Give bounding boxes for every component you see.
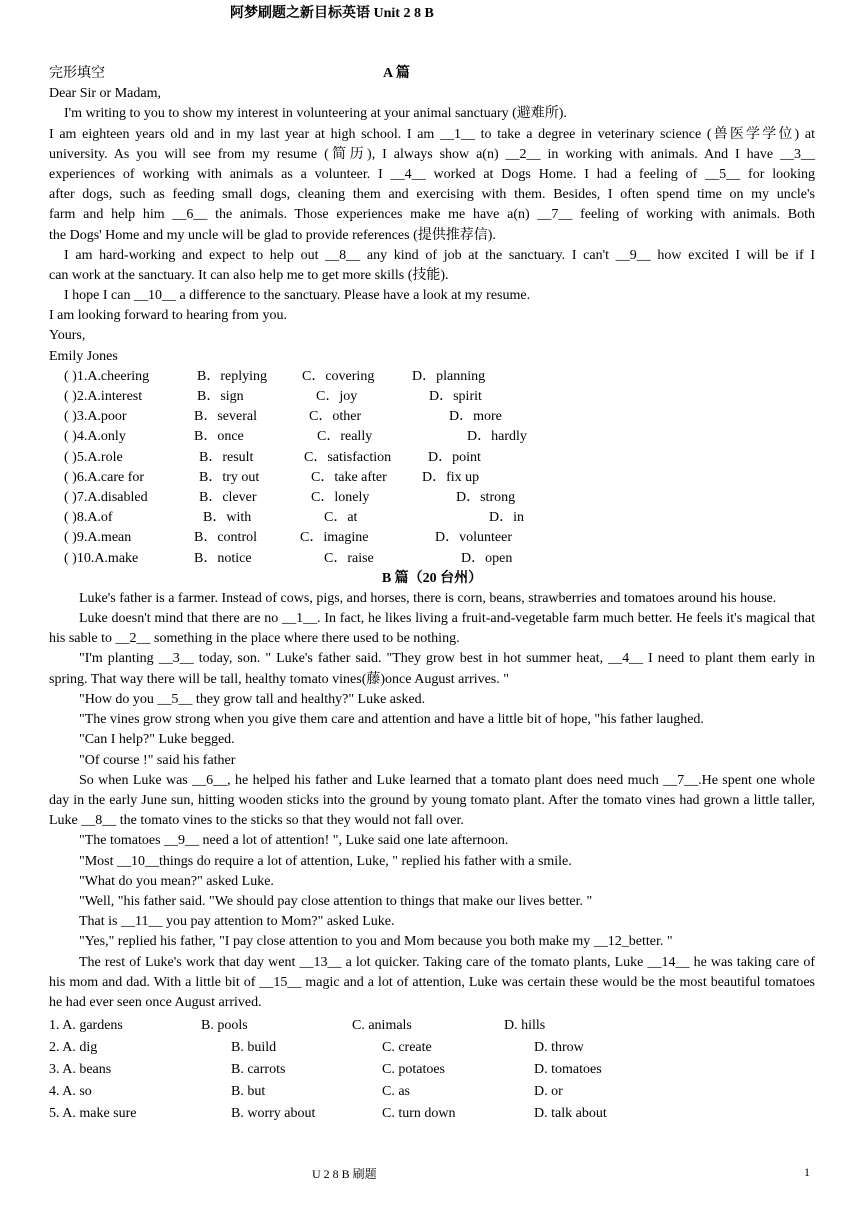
story-paragraph: "The vines grow strong when you give them care and attention and have a little bit of hope, "his father laughed.	[79, 712, 704, 728]
option-c: C. potatoes	[382, 1062, 445, 1078]
option-d: D．planning	[412, 368, 486, 384]
option-a: 5. A. make sure	[49, 1106, 137, 1122]
letter-line: farm and help him __6__ the animals. Those experiences make me have a(n) __7__ feeling of working with animals. Both	[49, 207, 815, 223]
section-a-heading-row	[49, 64, 815, 84]
option-row	[49, 1081, 815, 1103]
letter-line: I hope I can __10__ a difference to the sanctuary. Please have a look at my resume.	[64, 288, 531, 304]
option-b: B．control	[194, 530, 257, 546]
option-a: 2. A. dig	[49, 1040, 98, 1056]
option-row	[49, 1037, 815, 1059]
letter-line: university. As you will see from my resume (简历), I always show a(n) __2__ in working with animals. And I have __3__	[49, 146, 815, 162]
story-paragraph: "Of course !" said his father	[79, 752, 236, 768]
letter-line: experiences of working with animals as a volunteer. I __4__ worked at Dogs Home. I had a feeling of __5__ for looking	[49, 166, 815, 182]
option-b: B．clever	[199, 489, 257, 505]
option-c: C. animals	[352, 1018, 412, 1034]
option-d: D．fix up	[422, 469, 480, 485]
option-c: C．imagine	[300, 530, 369, 546]
option-row	[49, 1015, 815, 1037]
story-paragraph: Luke doesn't mind that there are no __1__. In fact, he likes living a fruit-and-vegetable farm much better. He feels it's magical that his sable to __2__ something in the place where there used to be nothing.	[49, 611, 815, 647]
option-row	[64, 387, 815, 407]
section-b-title: B 篇（20 台州）	[381, 570, 483, 586]
option-a: ( )9.A.mean	[64, 530, 132, 546]
option-b: B. build	[231, 1040, 277, 1056]
section-label: 完形填空	[49, 66, 105, 81]
letter-line: I am hard-working and expect to help out __8__ any kind of job at the sanctuary. I can't __9__ how excited I will be if I	[64, 247, 815, 263]
option-row	[64, 448, 815, 468]
story-paragraph: "The tomatoes __9__ need a lot of attention! ", Luke said one late afternoon.	[79, 833, 509, 849]
option-b: B．replying	[197, 368, 267, 384]
option-d: D. hills	[504, 1018, 546, 1034]
story	[49, 589, 815, 1013]
option-b: B．notice	[194, 550, 252, 566]
option-a: 1. A. gardens	[49, 1018, 123, 1034]
option-c: C．lonely	[311, 489, 370, 505]
option-a: 3. A. beans	[49, 1062, 112, 1078]
letter-line: I'm writing to you to show my interest in volunteering at your animal sanctuary (避难所).	[64, 106, 567, 122]
option-c: C．take after	[311, 469, 387, 485]
option-a: ( )6.A.care for	[64, 469, 145, 485]
option-row	[64, 367, 815, 387]
option-c: C．joy	[316, 389, 358, 404]
option-d: D．more	[449, 409, 502, 425]
letter-line: I am looking forward to hearing from you.	[49, 308, 287, 324]
option-b: B．several	[194, 409, 257, 425]
option-c: C．other	[309, 409, 362, 425]
option-a: ( )3.A.poor	[64, 409, 127, 425]
a-options	[49, 367, 815, 569]
option-row	[64, 528, 815, 548]
option-a: ( )8.A.of	[64, 510, 113, 526]
option-a: ( )7.A.disabled	[64, 489, 148, 505]
option-c: C. as	[382, 1084, 410, 1100]
story-paragraph: Luke's father is a farmer. Instead of cows, pigs, and horses, there is corn, beans, strawberries and tomatoes around his house.	[79, 590, 777, 606]
option-b: B．sign	[197, 389, 244, 404]
option-d: D．spirit	[429, 389, 482, 404]
option-row	[64, 468, 815, 488]
letter-line: Emily Jones	[49, 348, 118, 364]
option-c: C．really	[317, 429, 373, 445]
option-a: ( )10.A.make	[64, 550, 139, 566]
story-paragraph: "Yes," replied his father, "I pay close attention to you and Mom because you both make my __12_better. "	[79, 934, 673, 950]
page-number: 1	[804, 1165, 810, 1179]
story-paragraph: That is __11__ you pay attention to Mom?" asked Luke.	[79, 914, 395, 930]
option-d: D．volunteer	[435, 530, 512, 546]
option-row	[64, 488, 815, 508]
page-body	[49, 44, 815, 1125]
option-b: B. worry about	[231, 1106, 316, 1122]
letter-line: after dogs, such as feeding small dogs, cleaning them and exercising with them. Besides, I often spend time on my uncle's	[49, 187, 815, 203]
option-d: D．open	[461, 550, 513, 566]
title-text: 阿梦刷题之新目标英语 Unit 2 8 B	[230, 6, 434, 21]
option-a: 4. A. so	[49, 1084, 92, 1100]
option-a: ( )5.A.role	[64, 449, 123, 465]
story-paragraph: So when Luke was __6__, he helped his father and Luke learned that a tomato plant does need much __7__.He spent one whole day in the early June sun, hitting wooden sticks into the ground by young tomato plant. After the tomato vines had grown a little taller, Luke __8__ the tomato vines to the sticks so that they would not fall over.	[49, 772, 815, 829]
letter-line: can work at the sanctuary. It can also help me to get more skills (技能).	[49, 267, 449, 283]
letter	[49, 84, 815, 367]
option-b: B. carrots	[231, 1062, 286, 1078]
option-b: B. but	[231, 1084, 266, 1100]
story-paragraph: The rest of Luke's work that day went __13__ a lot quicker. Taking care of the tomato plants, Luke __14__ he was taking care of his mom and dad. With a little bit of __15__ magic and a lot of attention, Luke was certain these would be the most beautiful tomatoes he had ever seen once August arrived.	[49, 954, 815, 1010]
letter-greeting: Dear Sir or Madam,	[49, 86, 161, 102]
option-a: ( )4.A.only	[64, 429, 126, 445]
story-paragraph: "Well, "his father said. "We should pay close attention to things that make our lives better. "	[79, 893, 593, 909]
option-c: C. create	[382, 1040, 432, 1056]
letter-line: I am eighteen years old and in my last year at high school. I am __1__ to take a degree in veterinary science (兽医学学位) at	[49, 126, 815, 142]
section-a-title: A 篇	[383, 66, 410, 81]
option-c: C．covering	[302, 368, 375, 384]
option-row	[64, 427, 815, 447]
option-d: D．strong	[456, 489, 516, 505]
story-paragraph: "Most __10__things do require a lot of attention, Luke, " replied his father with a smile.	[79, 853, 572, 869]
option-b: B．try out	[199, 469, 260, 485]
option-d: D. tomatoes	[534, 1062, 602, 1078]
option-d: D. throw	[534, 1040, 584, 1056]
option-d: D．in	[489, 510, 524, 526]
option-row	[64, 508, 815, 528]
option-d: D. talk about	[534, 1106, 607, 1122]
option-b: B．once	[194, 429, 244, 445]
story-paragraph: "Can I help?" Luke begged.	[79, 732, 235, 748]
option-b: B．with	[203, 510, 252, 526]
option-b: B. pools	[201, 1018, 248, 1034]
option-row	[64, 549, 815, 569]
option-b: B．result	[199, 449, 254, 465]
option-a: ( )2.A.interest	[64, 389, 143, 404]
letter-line: the Dogs' Home and my uncle will be glad to provide references (提供推荐信).	[49, 227, 496, 243]
footer-label: U 2 8 B 刷题	[312, 1167, 377, 1181]
option-c: C．satisfaction	[304, 449, 392, 465]
option-d: D. or	[534, 1084, 563, 1100]
story-paragraph: "What do you mean?" asked Luke.	[79, 873, 274, 889]
story-paragraph: "How do you __5__ they grow tall and healthy?" Luke asked.	[79, 691, 426, 707]
option-row	[64, 407, 815, 427]
b-options	[49, 1015, 815, 1125]
option-d: D．point	[428, 449, 481, 465]
option-d: D．hardly	[467, 429, 527, 445]
option-c: C．at	[324, 510, 358, 526]
story-paragraph: "I'm planting __3__ today, son. " Luke's father said. "They grow best in hot summer heat, __4__ I need to plant them early in spring. That way there will be tall, healthy tomato vines(藤)once August arrives. "	[49, 651, 815, 687]
letter-line: Yours,	[49, 328, 86, 344]
option-row	[49, 1103, 815, 1125]
option-row	[49, 1059, 815, 1081]
option-c: C. turn down	[382, 1106, 456, 1122]
option-c: C．raise	[324, 550, 374, 566]
option-a: ( )1.A.cheering	[64, 368, 150, 384]
